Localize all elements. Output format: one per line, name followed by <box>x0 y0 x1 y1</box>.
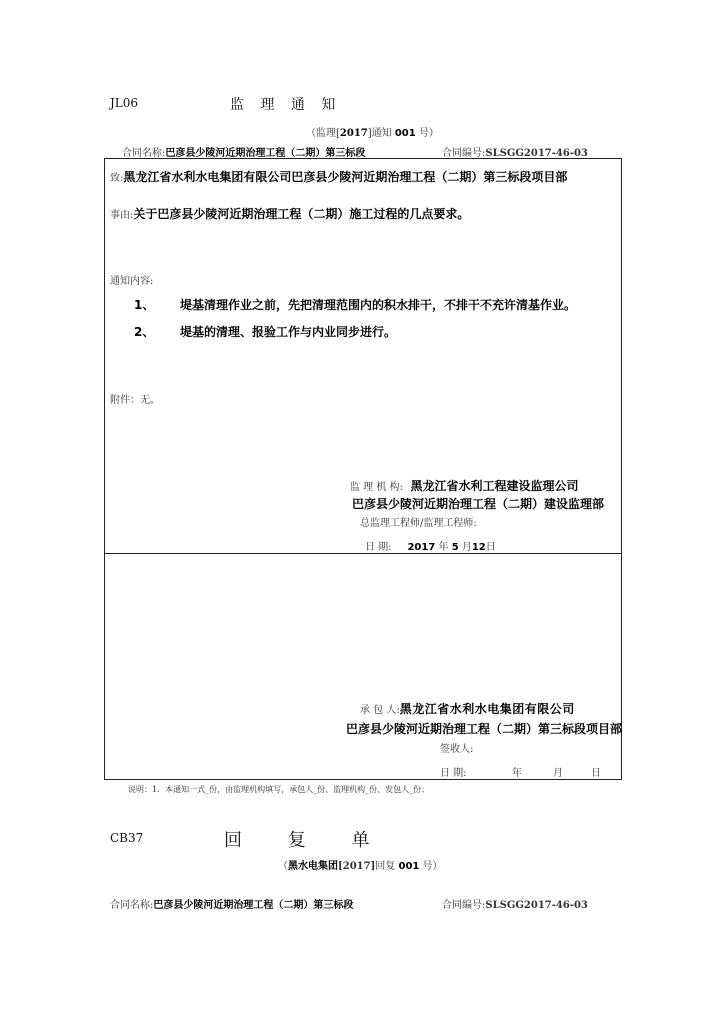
note: 说明：1．本通知一式_份，由监理机构填写，承包人_份、监理机构_份、发包人_份； <box>128 785 430 794</box>
contract-name-row: 合同名称:巴彦县少陵河近期治理工程（二期）第三标段 <box>122 148 366 159</box>
notice-number: （监理[2017]通知 001 号） <box>306 128 439 139</box>
reply-form-code: CB37 <box>110 831 144 845</box>
reply-number: （黑水电集团[2017]回复 001 号） <box>278 861 443 872</box>
supervision-dept: 巴彦县少陵河近期治理工程（二期）建设监理部 <box>352 497 605 511</box>
receipt-year-unit: 年 <box>512 768 522 779</box>
reply-contract-no-row: 合同编号:SLSGG2017-46-03 <box>442 900 588 911</box>
content-label: 通知内容: <box>110 276 154 287</box>
notice-date: 日 期: 2017 年 5 月12日 <box>365 542 496 553</box>
attachment: 附件：无。 <box>110 395 160 406</box>
reply-form-title: 回 复 单 <box>224 830 390 851</box>
item-1-text: 堤基清理作业之前，先把清理范围内的积水排干，不排干不充许清基作业。 <box>180 298 577 312</box>
notice-table <box>104 158 622 780</box>
receiver-label: 签收人: <box>440 744 474 755</box>
contractor: 承 包 人:黑龙江省水利水电集团有限公司 <box>360 702 575 716</box>
contract-no-row: 合同编号:SLSGG2017-46-03 <box>442 148 588 159</box>
reply-contract-name-row: 合同名称:巴彦县少陵河近期治理工程（二期）第三标段 <box>110 900 354 911</box>
form-title: 监 理 通 知 <box>230 97 342 113</box>
receipt-date: 日 期: <box>440 768 467 779</box>
form-code: JL06 <box>110 96 139 110</box>
table-divider <box>104 553 622 554</box>
item-1-number: 1、 <box>134 298 155 312</box>
receipt-month-unit: 月 <box>553 768 563 779</box>
supervision-org: 监 理 机 构: 黑龙江省水利工程建设监理公司 <box>350 479 579 493</box>
to-row: 致:黑龙江省水利水电集团有限公司巴彦县少陵河近期治理工程（二期）第三标段项目部 <box>110 170 568 184</box>
subject-row: 事由:关于巴彦县少陵河近期治理工程（二期）施工过程的几点要求。 <box>110 207 470 221</box>
contractor-dept: 巴彦县少陵河近期治理工程（二期）第三标段项目部 <box>346 722 623 736</box>
receipt-day-unit: 日 <box>591 768 601 779</box>
item-2-text: 堤基的清理、报验工作与内业同步进行。 <box>180 325 397 339</box>
item-2-number: 2、 <box>134 325 155 339</box>
engineer-label: 总监理工程师/监理工程师: <box>360 518 477 529</box>
